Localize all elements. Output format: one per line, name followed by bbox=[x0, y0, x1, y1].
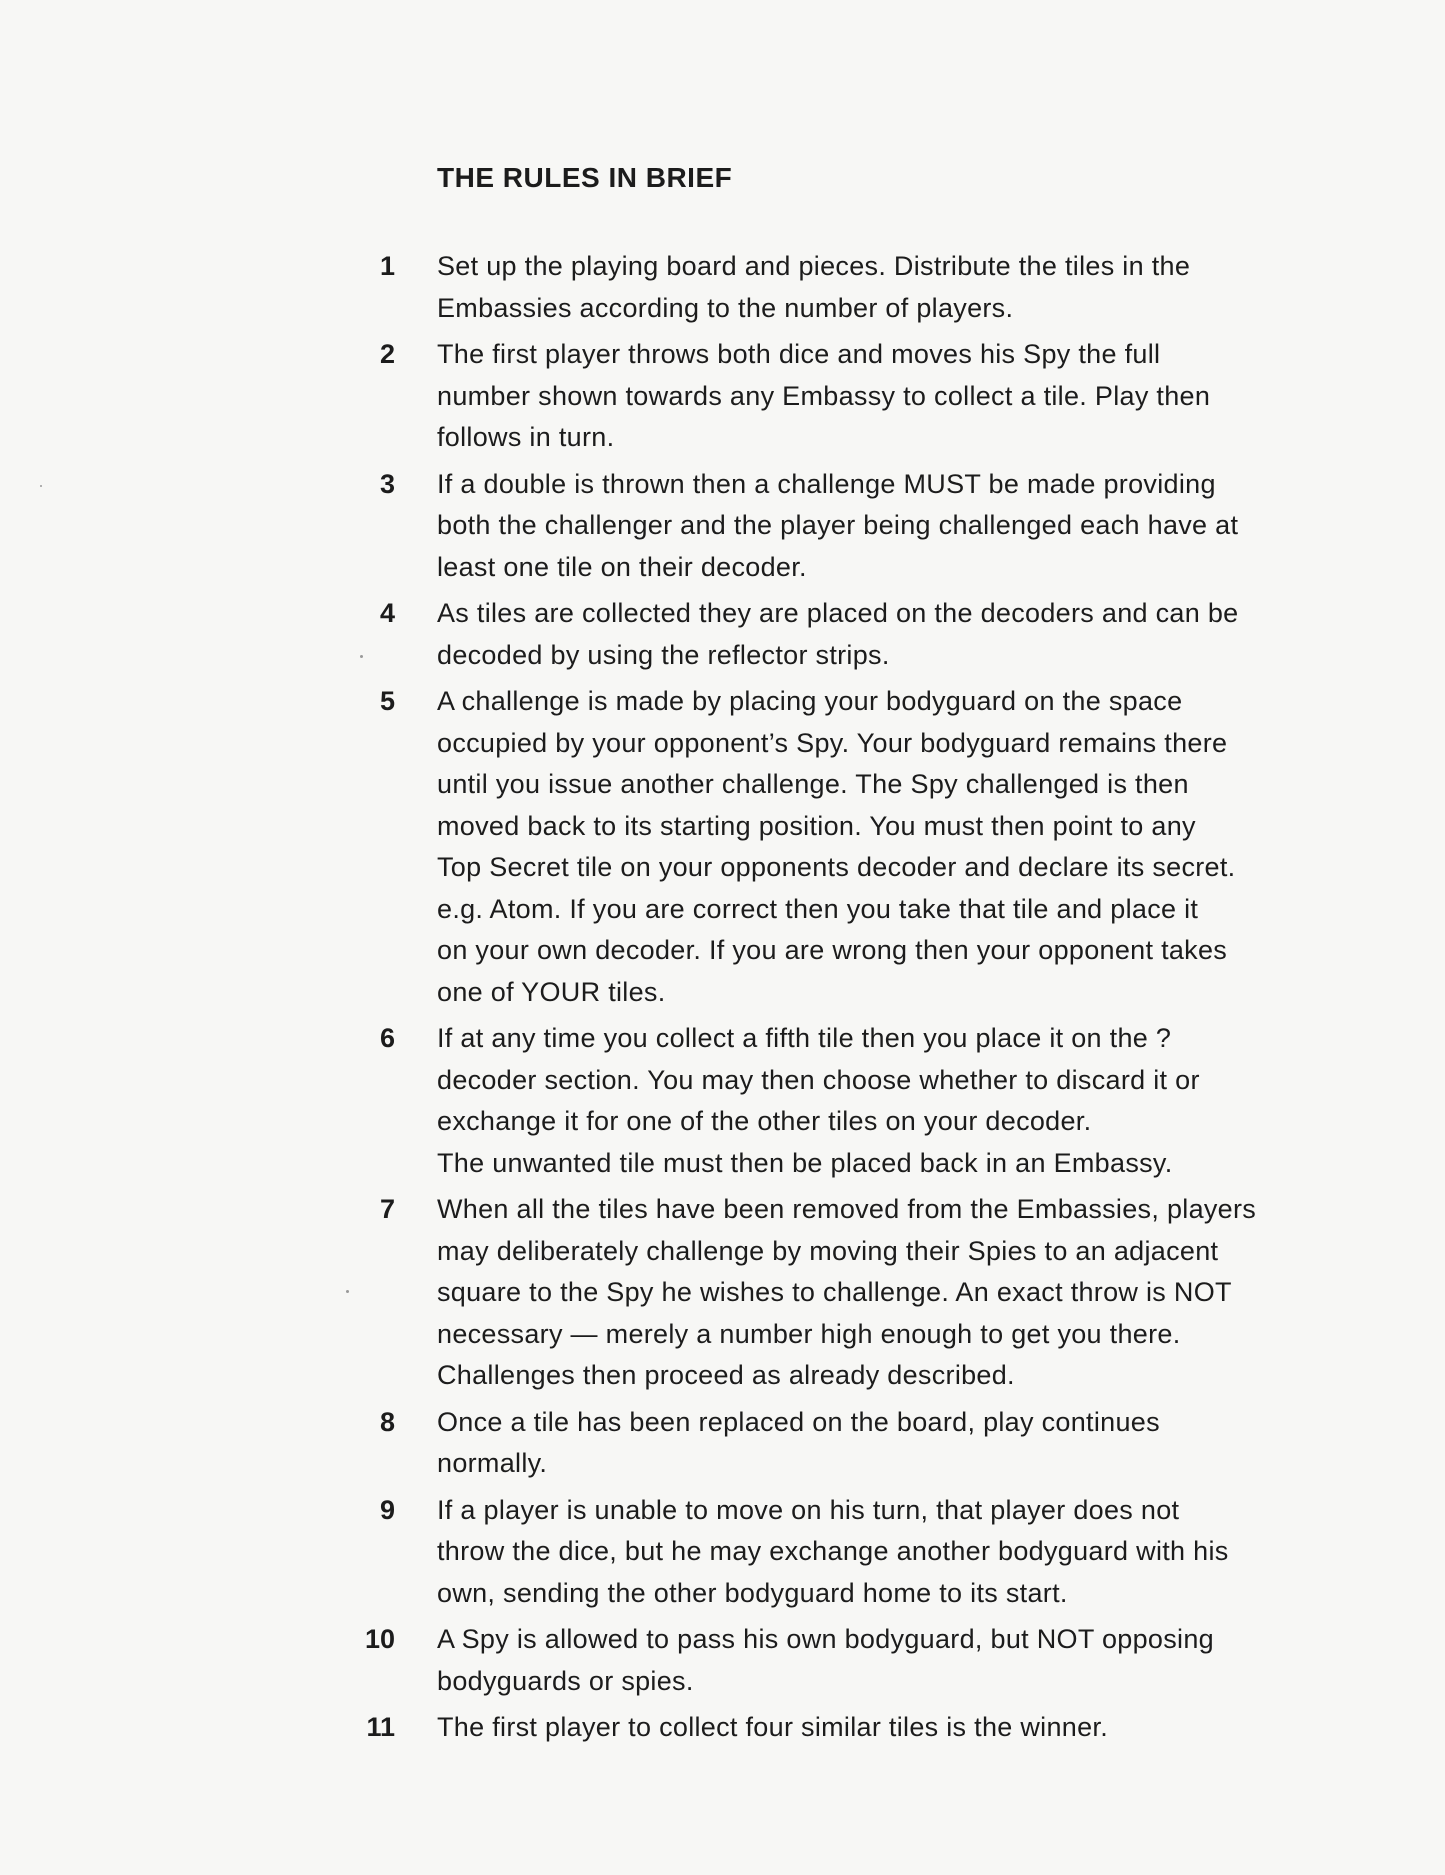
rule-text: Set up the playing board and pieces. Distribute the tiles in the Embassies according to the number of players. bbox=[437, 251, 1191, 323]
rule-number: 3 bbox=[379, 468, 395, 499]
rule-text: As tiles are collected they are placed on the decoders and can be decoded by using the reflector strips. bbox=[437, 598, 1239, 670]
rule-text: The first player throws both dice and moves his Spy the full number shown towards any Embassy to collect a tile. Play then follows in turn. bbox=[437, 339, 1211, 452]
rule-item bbox=[355, 1402, 1385, 1485]
rules-list bbox=[355, 246, 1385, 1754]
rule-text: A challenge is made by placing your bodyguard on the space occupied by your opponent’s Spy. Your bodyguard remains there until you issue another challenge. The Spy challenged is then moved back to its starting position. You must then point to any Top Secret tile on your opponents decoder and declare its secret. e.g. Atom. If you are correct then you take that tile and place it on your own decoder. If you are wrong then your opponent takes one of YOUR tiles. bbox=[437, 686, 1236, 1007]
rule-number: 11 bbox=[366, 1712, 395, 1742]
rule-item bbox=[355, 1619, 1385, 1702]
rule-item bbox=[355, 246, 1385, 329]
rule-item bbox=[355, 681, 1385, 1013]
rule-text: A Spy is allowed to pass his own bodyguard, but NOT opposing bodyguards or spies. bbox=[437, 1624, 1214, 1696]
rule-number: 8 bbox=[379, 1406, 395, 1437]
rule-number: 5 bbox=[379, 686, 395, 716]
page-title: THE RULES IN BRIEF bbox=[437, 162, 733, 193]
paper-speck bbox=[360, 655, 363, 658]
rule-item bbox=[355, 1707, 1385, 1749]
rule-text: If a player is unable to move on his turn, that player does not throw the dice, but he may exchange another bodyguard with his own, sending the other bodyguard home to its start. bbox=[437, 1494, 1229, 1608]
rule-item bbox=[355, 464, 1385, 589]
rule-number: 6 bbox=[379, 1023, 395, 1053]
rule-number: 1 bbox=[379, 251, 395, 281]
rule-item bbox=[355, 1490, 1385, 1615]
rule-number: 2 bbox=[379, 339, 395, 369]
rule-item bbox=[355, 1189, 1385, 1397]
paper-speck bbox=[40, 485, 42, 487]
rule-item bbox=[355, 1018, 1385, 1184]
rule-number: 4 bbox=[379, 598, 395, 628]
paper-speck bbox=[346, 1290, 349, 1293]
rule-item bbox=[355, 334, 1385, 459]
rule-text: Once a tile has been replaced on the board, play continues normally. bbox=[437, 1406, 1160, 1478]
rule-item bbox=[355, 593, 1385, 676]
rule-text: If a double is thrown then a challenge MUST be made providing both the challenger and the player being challenged each have at least one tile on their decoder. bbox=[437, 468, 1239, 582]
rule-text: The first player to collect four similar tiles is the winner. bbox=[437, 1712, 1109, 1742]
rule-number: 10 bbox=[364, 1624, 395, 1654]
rule-number: 7 bbox=[379, 1194, 395, 1224]
rule-text: When all the tiles have been removed from the Embassies, players may deliberately challenge by moving their Spies to an adjacent square to the Spy he wishes to challenge. An exact throw is NOT necessary — merely a number high enough to get you there. Challenges then proceed as already described. bbox=[437, 1194, 1257, 1390]
rule-text: If at any time you collect a fifth tile then you place it on the ? decoder section. You may then choose whether to discard it or exchange it for one of the other tiles on your decoder. The unwanted tile must then be placed back in an Embassy. bbox=[437, 1023, 1200, 1178]
rule-number: 9 bbox=[379, 1494, 395, 1525]
